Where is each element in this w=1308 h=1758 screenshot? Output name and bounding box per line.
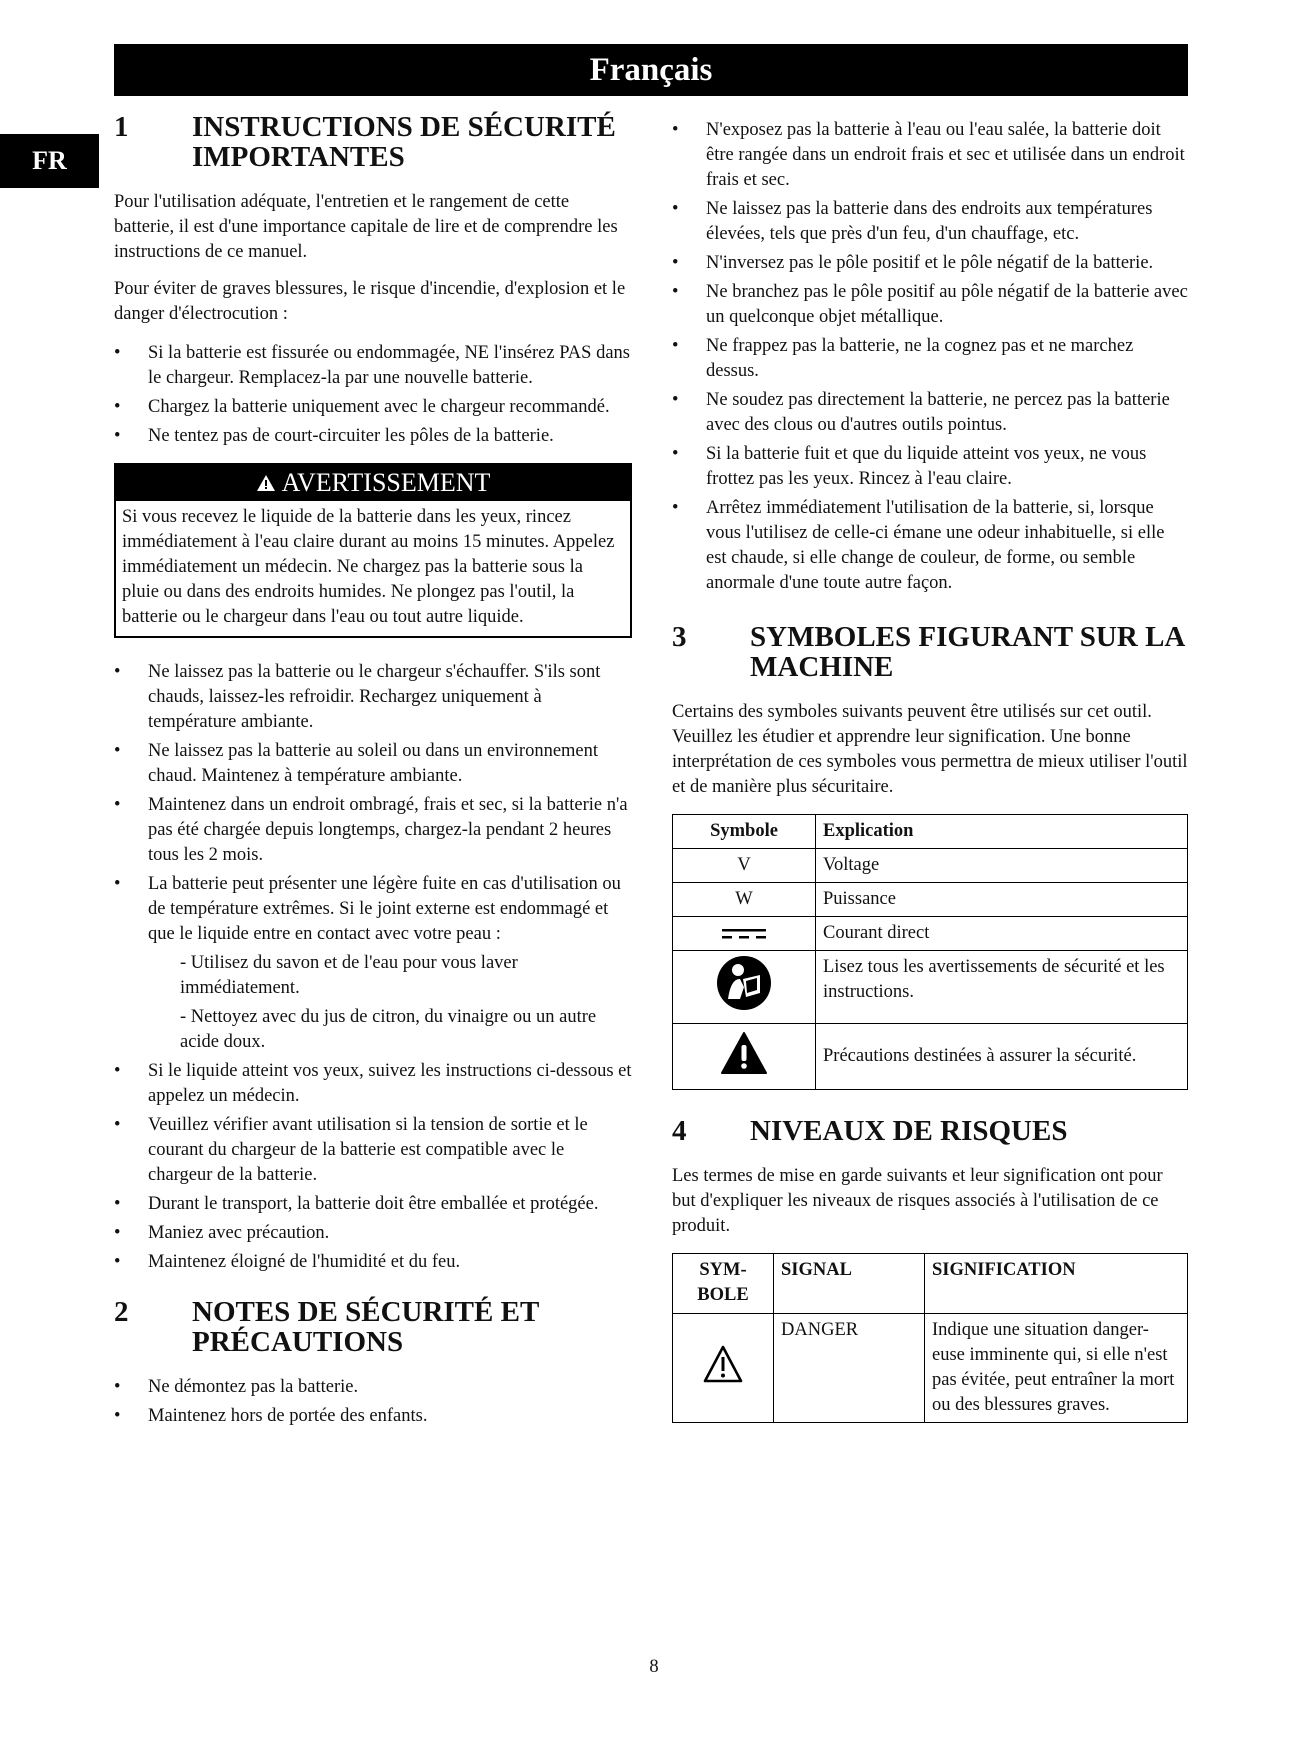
symbol-cell [673, 917, 816, 951]
table-header-row [673, 815, 1188, 849]
warning-icon [256, 474, 276, 492]
list-item: • N'inversez pas le pôle positif et le pôle négatif de la batterie. [672, 251, 1188, 276]
list-item: • Ne soudez pas directement la batterie, ne percez pas la batterie avec des clous ou d'autres outils pointus. [672, 388, 1188, 438]
list-item: • La batterie peut présenter une légère fuite en cas d'utilisation ou de température extrêmes. Si le joint externe est endommagé et que le liquide entre en contact avec votre peau : [114, 872, 632, 947]
language-tab [0, 134, 99, 188]
warning-title: AVERTISSEMENT [281, 468, 491, 497]
paragraph: Pour éviter de graves blessures, le risque d'incendie, d'explosion et le danger d'électrocution : [114, 279, 626, 324]
list-item: • Maniez avec précaution. [114, 1221, 632, 1246]
list-item: • Veuillez vérifier avant utilisation si la tension de sortie et le courant du chargeur de la batterie est compatible avec le chargeur de la batterie. [114, 1113, 632, 1188]
bullet-list [114, 660, 632, 947]
risk-levels-table [672, 1253, 1188, 1423]
symbol-cell [673, 951, 816, 1024]
section-title: NIVEAUX DE RISQUES [750, 1115, 1068, 1147]
list-item: • Ne tentez pas de court-circuiter les pôles de la batterie. [114, 424, 632, 449]
explanation-cell: Puissance [816, 883, 1188, 917]
section-number: 3 [672, 621, 687, 653]
column-header: SYM- BOLE [673, 1254, 774, 1314]
column-header: Symbole [673, 815, 816, 849]
paragraph: Pour l'utilisation adéquate, l'entretien et le rangement de cette batterie, il est d'une importance capitale de lire et de comprendre les instructions de ce manuel. [114, 192, 618, 262]
bullet-list [114, 1375, 632, 1429]
list-item: • N'exposez pas la batterie à l'eau ou l'eau salée, la batterie doit être rangée dans un endroit frais et sec et utilisée dans un endroit frais et sec. [672, 118, 1188, 193]
list-item: • Ne branchez pas le pôle positif au pôle négatif de la batterie avec un quelconque objet métallique. [672, 280, 1188, 330]
right-column [672, 118, 1188, 1449]
section-2-heading [114, 1297, 632, 1357]
table-header-row [673, 1254, 1188, 1314]
sub-item: - Utilisez du savon et de l'eau pour vous laver immédiatement. [180, 953, 518, 998]
list-item: • Ne démontez pas la batterie. [114, 1375, 632, 1400]
table-row [673, 849, 1188, 883]
meaning-cell: Indique une situation danger-euse imminente qui, si elle n'est pas évitée, peut entraîner la mort ou des blessures graves. [925, 1314, 1188, 1423]
list-item: • Ne laissez pas la batterie dans des endroits aux températures élevées, tels que près d'un feu, d'un chauffage, etc. [672, 197, 1188, 247]
list-item: • Ne laissez pas la batterie au soleil ou dans un environnement chaud. Maintenez à température ambiante. [114, 739, 632, 789]
symbol-cell: V [673, 849, 816, 883]
paragraph: Certains des symboles suivants peuvent être utilisés sur cet outil. Veuillez les étudier et apprendre leur signification. Une bonne interprétation de ces symboles vous permettra de mieux utiliser l'outil et de manière plus sécuritaire. [672, 702, 1188, 797]
signal-cell: DANGER [774, 1314, 925, 1423]
language-title: Français [589, 52, 713, 88]
explanation-cell: Courant direct [816, 917, 1188, 951]
left-column [114, 112, 632, 1433]
list-item: • Arrêtez immédiatement l'utilisation de la batterie, si, lorsque vous l'utilisez de celle-ci émane une odeur inhabituelle, si elle est chaude, si elle change de couleur, de forme, ou semble anormale d'une toute autre façon. [672, 496, 1188, 596]
column-header: Explication [816, 815, 1188, 849]
section-3-heading [672, 622, 1188, 682]
section-number: 4 [672, 1115, 687, 1147]
list-item: • Ne laissez pas la batterie ou le chargeur s'échauffer. S'ils sont chauds, laissez-les refroidir. Rechargez uniquement à température ambiante. [114, 660, 632, 735]
page-number: 8 [649, 1657, 659, 1677]
sub-item: - Nettoyez avec du jus de citron, du vinaigre ou un autre acide doux. [180, 1007, 597, 1052]
paragraph: Les termes de mise en garde suivants et leur signification ont pour but d'expliquer les niveaux de risques associés à l'utilisation de ce produit. [672, 1166, 1163, 1236]
list-item: • Chargez la batterie uniquement avec le chargeur recommandé. [114, 395, 632, 420]
list-item: • Maintenez hors de portée des enfants. [114, 1404, 632, 1429]
table-row [673, 951, 1188, 1024]
section-title: INSTRUCTIONS DE SÉCURITÉ IMPORTANTES [192, 111, 616, 173]
table-row [673, 1314, 1188, 1423]
warning-header [116, 465, 630, 501]
section-1-heading [114, 112, 632, 172]
symbol-cell: W [673, 883, 816, 917]
list-item: • Maintenez dans un endroit ombragé, frais et sec, si la batterie n'a pas été chargée depuis longtemps, chargez-la pendant 2 heures tous les 2 mois. [114, 793, 632, 868]
sub-list [114, 951, 632, 1055]
symbols-table [672, 814, 1188, 1090]
list-item: • Maintenez éloigné de l'humidité et du feu. [114, 1250, 632, 1275]
column-header: SIGNIFICATION [925, 1254, 1188, 1314]
direct-current-icon [722, 928, 766, 940]
warning-triangle-icon [720, 1031, 768, 1075]
warning-text: Si vous recevez le liquide de la batterie dans les yeux, rincez immédiatement à l'eau claire durant au moins 15 minutes. Appelez immédiatement un médecin. Ne chargez pas la batterie sous la pluie ou dans des endroits humides. Ne plongez pas l'outil, la batterie ou le chargeur dans l'eau ou tout autre liquide. [122, 507, 615, 627]
language-header [114, 44, 1188, 96]
symbol-cell [673, 1024, 816, 1090]
list-item: • Ne frappez pas la batterie, ne la cognez pas et ne marchez dessus. [672, 334, 1188, 384]
table-row [673, 917, 1188, 951]
list-item: • Si le liquide atteint vos yeux, suivez les instructions ci-dessous et appelez un médecin. [114, 1059, 632, 1109]
explanation-cell: Précautions destinées à assurer la sécurité. [816, 1024, 1188, 1090]
list-item: • Si la batterie est fissurée ou endommagée, NE l'insérez PAS dans le chargeur. Remplacez-la par une nouvelle batterie. [114, 341, 632, 391]
table-row [673, 1024, 1188, 1090]
list-item: • Durant le transport, la batterie doit être emballée et protégée. [114, 1192, 632, 1217]
symbol-cell [673, 1314, 774, 1423]
list-item: • Si la batterie fuit et que du liquide atteint vos yeux, ne vous frottez pas les yeux. Rincez à l'eau claire. [672, 442, 1188, 492]
danger-triangle-outline-icon [702, 1344, 744, 1384]
explanation-cell: Lisez tous les avertissements de sécurité et les instructions. [816, 951, 1188, 1024]
bullet-list [114, 341, 632, 449]
warning-box [114, 463, 632, 638]
section-title: NOTES DE SÉCURITÉ ET PRÉCAUTIONS [192, 1296, 539, 1358]
section-title: SYMBOLES FIGURANT SUR LA MACHINE [750, 621, 1184, 683]
language-code: FR [32, 146, 67, 175]
bullet-list [672, 118, 1188, 596]
explanation-cell: Voltage [816, 849, 1188, 883]
bullet-list [114, 1059, 632, 1275]
section-number: 2 [114, 1296, 129, 1328]
read-manual-icon [716, 955, 772, 1011]
column-header: SIGNAL [774, 1254, 925, 1314]
table-row [673, 883, 1188, 917]
section-4-heading [672, 1116, 1188, 1146]
section-number: 1 [114, 111, 129, 143]
